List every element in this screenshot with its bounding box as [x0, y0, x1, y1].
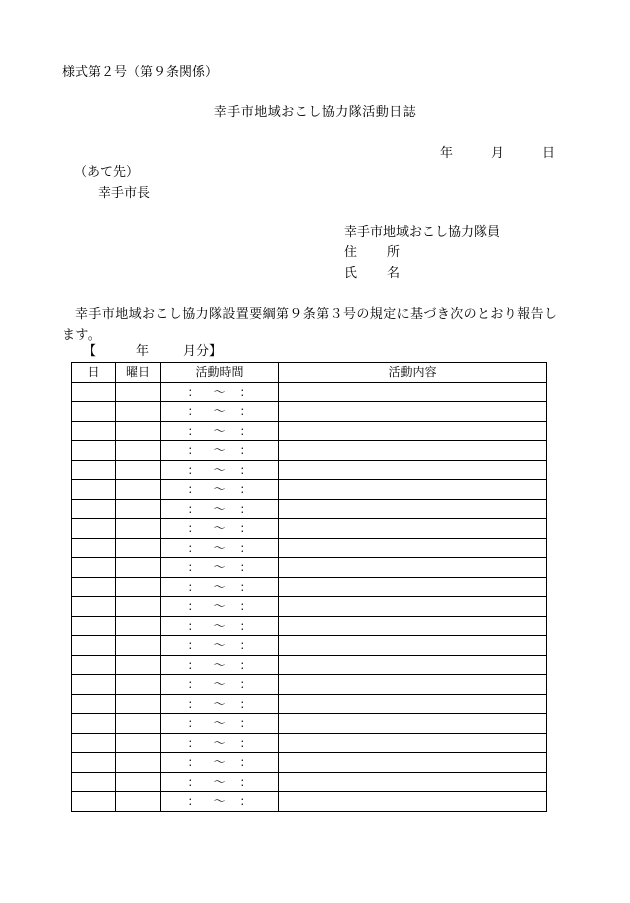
weekday-cell[interactable]: [116, 460, 161, 480]
weekday-cell[interactable]: [116, 382, 161, 402]
weekday-cell[interactable]: [116, 714, 161, 734]
table-row: [72, 402, 547, 422]
day-cell[interactable]: [72, 441, 116, 461]
day-cell[interactable]: [72, 772, 116, 792]
time-tilde: 〜: [213, 657, 226, 672]
day-cell[interactable]: [72, 733, 116, 753]
weekday-cell[interactable]: [116, 499, 161, 519]
weekday-cell[interactable]: [116, 675, 161, 695]
time-colon-end: ：: [239, 482, 252, 497]
table-row: [72, 382, 547, 402]
activity-content-cell[interactable]: [279, 460, 547, 480]
header-day: 日: [72, 363, 116, 383]
time-colon-end: ：: [239, 638, 252, 653]
time-tilde: 〜: [213, 579, 226, 594]
day-cell[interactable]: [72, 577, 116, 597]
time-tilde: 〜: [213, 618, 226, 633]
time-tilde: 〜: [213, 774, 226, 789]
activity-time-cell[interactable]: [161, 597, 279, 617]
time-colon-start: ：: [187, 482, 200, 497]
time-colon-start: ：: [187, 794, 200, 809]
name-row: [344, 267, 400, 280]
table-row: [72, 714, 547, 734]
activity-content-cell[interactable]: [279, 441, 547, 461]
time-colon-start: ：: [187, 716, 200, 731]
period-header: [83, 345, 222, 358]
time-tilde: 〜: [213, 599, 226, 614]
activity-time-cell[interactable]: [161, 655, 279, 675]
weekday-cell[interactable]: [116, 655, 161, 675]
time-tilde: 〜: [213, 482, 226, 497]
time-tilde: 〜: [213, 794, 226, 809]
activity-content-cell[interactable]: [279, 733, 547, 753]
day-cell[interactable]: [72, 714, 116, 734]
time-colon-end: ：: [239, 560, 252, 575]
addressee: 幸手市長: [98, 186, 151, 201]
time-colon-end: ：: [239, 599, 252, 614]
sender-title: 幸手市地域おこし協力隊員: [344, 225, 501, 240]
time-tilde: 〜: [213, 696, 226, 711]
activity-time-cell[interactable]: [161, 694, 279, 714]
activity-content-cell[interactable]: [279, 480, 547, 500]
address-label-1: 住: [344, 245, 358, 260]
time-colon-start: ：: [187, 618, 200, 633]
activity-content-cell[interactable]: [279, 597, 547, 617]
name-label-1: 氏: [344, 266, 358, 281]
time-colon-end: ：: [239, 443, 252, 458]
period-year: 年: [136, 344, 150, 359]
weekday-cell[interactable]: [116, 636, 161, 656]
time-tilde: 〜: [213, 716, 226, 731]
table-row: [72, 675, 547, 695]
weekday-cell[interactable]: [116, 616, 161, 636]
activity-time-cell[interactable]: [161, 577, 279, 597]
time-colon-end: ：: [239, 774, 252, 789]
day-cell[interactable]: [72, 675, 116, 695]
table-row: [72, 538, 547, 558]
table-row: [72, 616, 547, 636]
time-colon-start: ：: [187, 638, 200, 653]
time-tilde: 〜: [213, 755, 226, 770]
activity-table: [71, 362, 547, 812]
table-row: [72, 792, 547, 812]
time-colon-start: ：: [187, 657, 200, 672]
table-row: [72, 655, 547, 675]
activity-time-cell[interactable]: [161, 499, 279, 519]
name-label-2: 名: [387, 266, 401, 281]
time-colon-start: ：: [187, 735, 200, 750]
header-activity-content: 活動内容: [279, 363, 547, 383]
activity-time-cell[interactable]: [161, 402, 279, 422]
activity-content-cell[interactable]: [279, 772, 547, 792]
time-tilde: 〜: [213, 423, 226, 438]
time-colon-end: ：: [239, 696, 252, 711]
day-cell[interactable]: [72, 636, 116, 656]
time-colon-end: ：: [239, 423, 252, 438]
date-year: 年: [440, 146, 454, 161]
time-tilde: 〜: [213, 404, 226, 419]
time-colon-end: ：: [239, 462, 252, 477]
time-colon-end: ：: [239, 677, 252, 692]
activity-content-cell[interactable]: [279, 499, 547, 519]
address-row: [344, 246, 400, 259]
activity-time-cell[interactable]: [161, 792, 279, 812]
day-cell[interactable]: [72, 382, 116, 402]
weekday-cell[interactable]: [116, 538, 161, 558]
report-body-text: 幸手市地域おこし協力隊設置要綱第９条第３号の規定に基づき次のとおり報告します。: [62, 307, 558, 343]
time-colon-end: ：: [239, 521, 252, 536]
time-tilde: 〜: [213, 443, 226, 458]
table-row: [72, 733, 547, 753]
time-colon-start: ：: [187, 540, 200, 555]
time-colon-start: ：: [187, 774, 200, 789]
weekday-cell[interactable]: [116, 421, 161, 441]
activity-time-cell[interactable]: [161, 675, 279, 695]
time-colon-start: ：: [187, 599, 200, 614]
table-row: [72, 772, 547, 792]
weekday-cell[interactable]: [116, 753, 161, 773]
activity-content-cell[interactable]: [279, 616, 547, 636]
header-weekday: 曜日: [116, 363, 161, 383]
day-cell[interactable]: [72, 538, 116, 558]
table-row: [72, 597, 547, 617]
time-colon-end: ：: [239, 501, 252, 516]
time-colon-start: ：: [187, 423, 200, 438]
table-row: [72, 421, 547, 441]
table-row: [72, 441, 547, 461]
activity-content-cell[interactable]: [279, 538, 547, 558]
time-colon-end: ：: [239, 404, 252, 419]
time-colon-start: ：: [187, 462, 200, 477]
activity-content-cell[interactable]: [279, 402, 547, 422]
activity-time-cell[interactable]: [161, 480, 279, 500]
weekday-cell[interactable]: [116, 577, 161, 597]
activity-time-cell[interactable]: [161, 558, 279, 578]
activity-time-cell[interactable]: [161, 733, 279, 753]
table-row: [72, 519, 547, 539]
time-tilde: 〜: [213, 735, 226, 750]
time-tilde: 〜: [213, 540, 226, 555]
time-tilde: 〜: [213, 384, 226, 399]
time-colon-start: ：: [187, 755, 200, 770]
day-cell[interactable]: [72, 655, 116, 675]
day-cell[interactable]: [72, 792, 116, 812]
activity-time-cell[interactable]: [161, 772, 279, 792]
activity-content-cell[interactable]: [279, 421, 547, 441]
addressee-label: （あて先）: [74, 165, 140, 180]
table-row: [72, 694, 547, 714]
time-colon-end: ：: [239, 579, 252, 594]
table-row: [72, 499, 547, 519]
time-tilde: 〜: [213, 462, 226, 477]
time-colon-start: ：: [187, 521, 200, 536]
day-cell[interactable]: [72, 753, 116, 773]
activity-content-cell[interactable]: [279, 714, 547, 734]
time-colon-end: ：: [239, 384, 252, 399]
weekday-cell[interactable]: [116, 694, 161, 714]
time-colon-start: ：: [187, 384, 200, 399]
day-cell[interactable]: [72, 480, 116, 500]
activity-time-cell[interactable]: [161, 519, 279, 539]
table-row: [72, 636, 547, 656]
activity-time-cell[interactable]: [161, 714, 279, 734]
weekday-cell[interactable]: [116, 480, 161, 500]
time-colon-end: ：: [239, 657, 252, 672]
activity-time-cell[interactable]: [161, 460, 279, 480]
document-title: 幸手市地域おこし協力隊活動日誌: [213, 105, 417, 120]
activity-content-cell[interactable]: [279, 694, 547, 714]
day-cell[interactable]: [72, 558, 116, 578]
activity-time-cell[interactable]: [161, 636, 279, 656]
table-header-row: [72, 363, 547, 383]
time-colon-start: ：: [187, 501, 200, 516]
weekday-cell[interactable]: [116, 558, 161, 578]
time-colon-end: ：: [239, 716, 252, 731]
activity-content-cell[interactable]: [279, 558, 547, 578]
activity-content-cell[interactable]: [279, 382, 547, 402]
table-row: [72, 460, 547, 480]
activity-time-cell[interactable]: [161, 616, 279, 636]
day-cell[interactable]: [72, 597, 116, 617]
time-colon-end: ：: [239, 794, 252, 809]
day-cell[interactable]: [72, 421, 116, 441]
day-cell[interactable]: [72, 694, 116, 714]
weekday-cell[interactable]: [116, 402, 161, 422]
table-row: [72, 480, 547, 500]
table-row: [72, 558, 547, 578]
time-colon-start: ：: [187, 696, 200, 711]
weekday-cell[interactable]: [116, 792, 161, 812]
time-colon-start: ：: [187, 677, 200, 692]
activity-content-cell[interactable]: [279, 636, 547, 656]
activity-time-cell[interactable]: [161, 421, 279, 441]
day-cell[interactable]: [72, 402, 116, 422]
date-month: 月: [491, 146, 505, 161]
activity-content-cell[interactable]: [279, 753, 547, 773]
activity-time-cell[interactable]: [161, 382, 279, 402]
time-colon-end: ：: [239, 735, 252, 750]
period-month: 月分】: [183, 344, 223, 359]
day-cell[interactable]: [72, 499, 116, 519]
time-colon-end: ：: [239, 618, 252, 633]
weekday-cell[interactable]: [116, 733, 161, 753]
activity-time-cell[interactable]: [161, 538, 279, 558]
date-line: [440, 147, 555, 160]
table-row: [72, 753, 547, 773]
time-tilde: 〜: [213, 560, 226, 575]
header-activity-time: 活動時間: [161, 363, 279, 383]
address-label-2: 所: [387, 245, 401, 260]
time-colon-start: ：: [187, 443, 200, 458]
activity-time-cell[interactable]: [161, 441, 279, 461]
weekday-cell[interactable]: [116, 441, 161, 461]
period-open-bracket: 【: [83, 344, 97, 359]
time-colon-end: ：: [239, 755, 252, 770]
time-tilde: 〜: [213, 501, 226, 516]
form-number: 様式第２号（第９条関係）: [62, 65, 219, 80]
time-tilde: 〜: [213, 521, 226, 536]
weekday-cell[interactable]: [116, 772, 161, 792]
day-cell[interactable]: [72, 519, 116, 539]
day-cell[interactable]: [72, 460, 116, 480]
activity-content-cell[interactable]: [279, 519, 547, 539]
weekday-cell[interactable]: [116, 519, 161, 539]
activity-time-cell[interactable]: [161, 753, 279, 773]
day-cell[interactable]: [72, 616, 116, 636]
time-colon-end: ：: [239, 540, 252, 555]
time-colon-start: ：: [187, 404, 200, 419]
table-row: [72, 577, 547, 597]
time-colon-start: ：: [187, 579, 200, 594]
weekday-cell[interactable]: [116, 597, 161, 617]
date-day: 日: [542, 146, 556, 161]
activity-content-cell[interactable]: [279, 577, 547, 597]
time-tilde: 〜: [213, 677, 226, 692]
time-colon-start: ：: [187, 560, 200, 575]
table-body: [72, 382, 547, 811]
time-tilde: 〜: [213, 638, 226, 653]
activity-content-cell[interactable]: [279, 655, 547, 675]
activity-content-cell[interactable]: [279, 792, 547, 812]
activity-content-cell[interactable]: [279, 675, 547, 695]
